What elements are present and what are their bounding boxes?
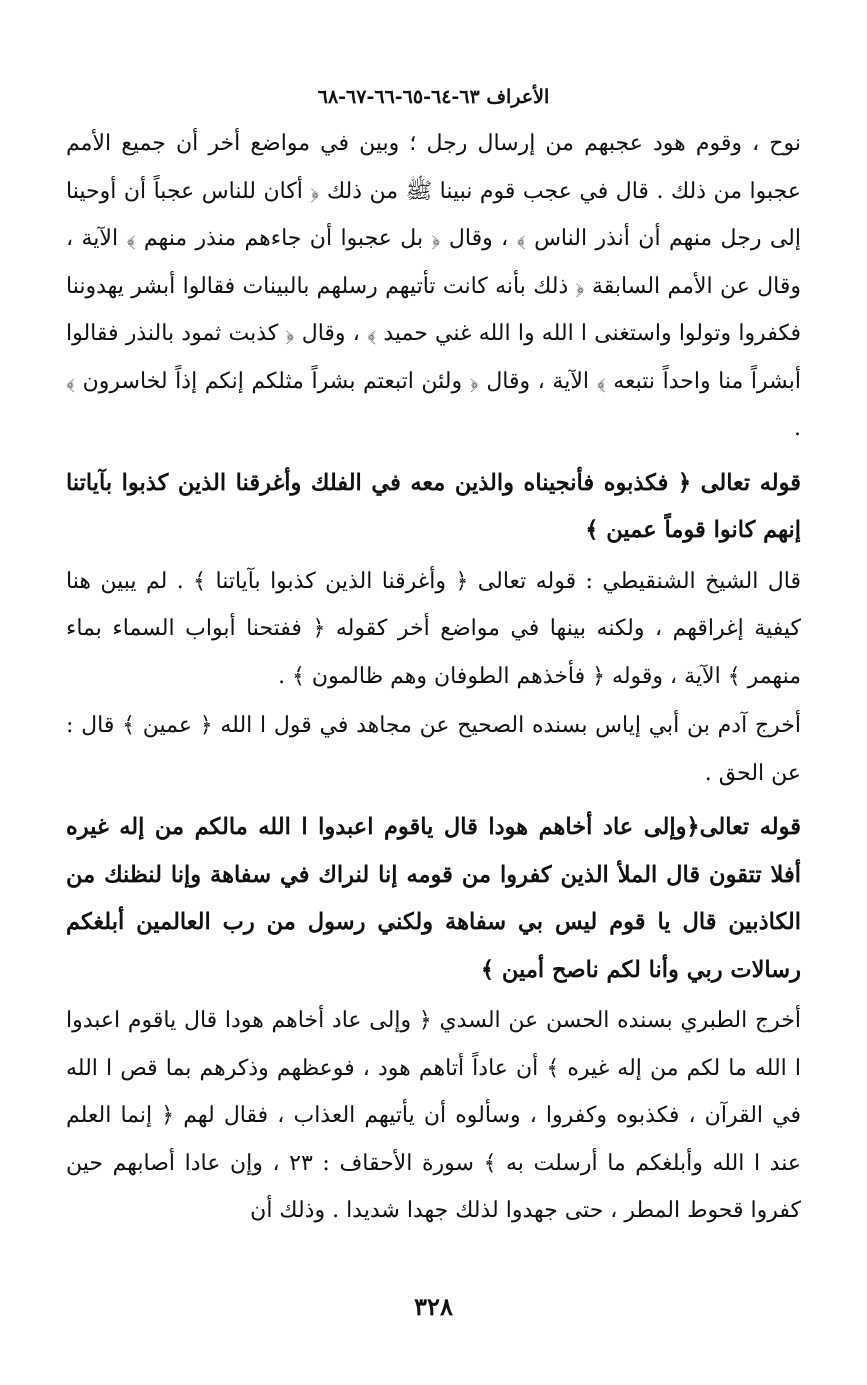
verse-heading: قوله تعالى ﴿ فكذبوه فأنجيناه والذين معه في الفلك وأغرقنا الذين كذبوا بآياتنا إنهم كانوا قوماً عمين ﴾ bbox=[66, 469, 801, 543]
page-number: ٣٢٨ bbox=[414, 1292, 453, 1321]
commentary-paragraph: نوح ، وقوم هود عجبهم من إرسال رجل ؛ وبين في مواضع أخر أن جميع الأمم عجبوا من ذلك . قال في عجب قوم نبينا ﷺ من ذلك ﴿ أكان للناس عجباً أن أوحينا إلى رجل منهم أن أنذر الناس ﴾ ، وقال ﴿ بل عجبوا أن جاءهم منذر منهم ﴾ الآية ، وقال عن الأمم السابقة ﴿ ذلك بأنه كانت تأتيهم رسلهم بالبينات فقالوا أبشر يهدوننا فكفروا وتولوا واستغنى ا الله وا الله غني حميد ﴾ ، وقال ﴿ كذبت ثمود بالنذر فقالوا أبشراً منا واحداً نتبعه ﴾ الآية ، وقال ﴿ ولئن اتبعتم بشراً مثلكم إنكم إذاً لخاسرون ﴾ . bbox=[66, 131, 801, 441]
page-body bbox=[66, 120, 801, 1235]
commentary-paragraph: أخرج آدم بن أبي إياس بسنده الصحيح عن مجاهد في قول ا الله ﴿ عمين ﴾ قال : عن الحق . bbox=[66, 713, 801, 786]
running-header: الأعراف ٦٣-٦٤-٦٥-٦٦-٦٧-٦٨ bbox=[317, 86, 550, 108]
commentary-paragraph: أخرج الطبري بسنده الحسن عن السدي ﴿ وإلى عاد أخاهم هودا قال ياقوم اعبدوا ا الله ما لكم من إله غيره ﴾ أن عاداً أتاهم هود ، فوعظهم وذكرهم بما قص ا الله في القرآن ، فكذبوه وكفروا ، وسألوه أن يأتيهم العذاب ، فقال لهم ﴿ إنما العلم عند ا الله وأبلغكم ما أرسلت به ﴾ سورة الأحقاف : ٢٣ ، وإن عادا أصابهم حين كفروا قحوط المطر ، حتى جهدوا لذلك جهدا شديدا . وذلك أن bbox=[66, 1008, 801, 1223]
commentary-paragraph: قال الشيخ الشنقيطي : قوله تعالى ﴿ وأغرقنا الذين كذبوا بآياتنا ﴾ . لم يبين هنا كيفية إغراقهم ، ولكنه بينها في مواضع أخر كقوله ﴿ ففتحنا أبواب السماء بماء منهمر ﴾ الآية ، وقوله ﴿ فأخذهم الطوفان وهم ظالمون ﴾ . bbox=[66, 568, 801, 689]
verse-heading: قوله تعالى﴿وإلى عاد أخاهم هودا قال ياقوم اعبدوا ا الله مالكم من إله غيره أفلا تتقون قال الملأ الذين كفروا من قومه إنا لنراك في سفاهة وإنا لنظنك من الكاذبين قال يا قوم ليس بي سفاهة ولكني رسول من رب العالمين أبلغكم رسالات ربي وأنا لكم ناصح أمين ﴾ bbox=[66, 814, 801, 983]
